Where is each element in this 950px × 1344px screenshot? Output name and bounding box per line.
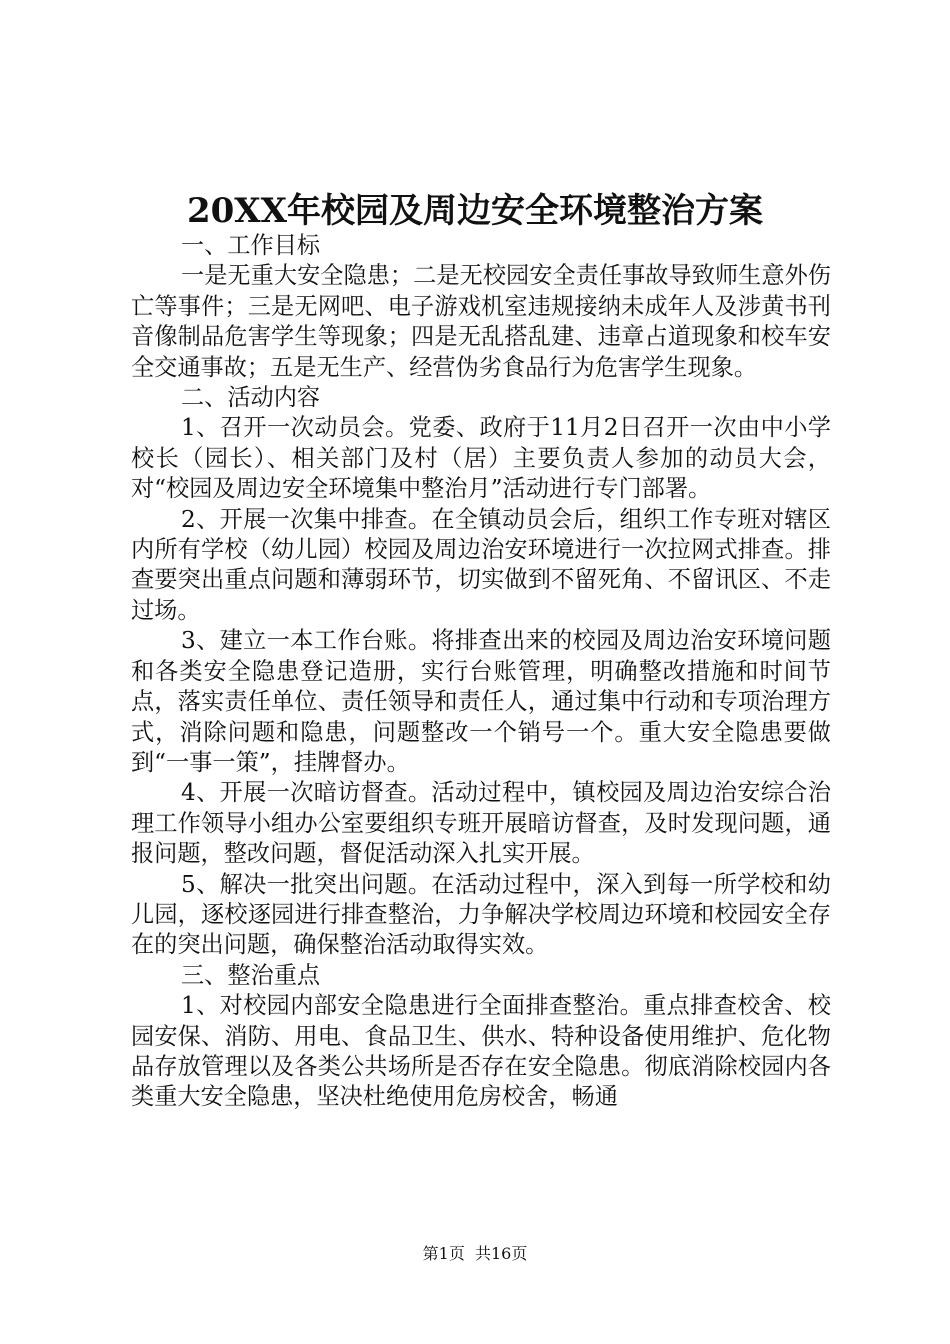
section-heading-activities: 二、活动内容	[181, 384, 321, 412]
document-title: 20XX年校园及周边安全环境整治方案	[186, 191, 764, 231]
page-footer: 第1页 共16页	[422, 1244, 528, 1263]
paragraph-activity-1: 1、召开一次动员会。党委、政府于11月2日召开一次由中小学校长（园长）、相关部门及村（居）主要负责人参加的动员大会，对“校园及周边安全环境集中整治月”活动进行专门部署。	[131, 414, 831, 503]
paragraph-activity-4: 4、开展一次暗访督查。活动过程中，镇校园及周边治安综合治理工作领导小组办公室要组织专班开展暗访督查，及时发现问题，通报问题，整改问题，督促活动深入扎实开展。	[131, 779, 831, 868]
paragraph-focus-1: 1、对校园内部安全隐患进行全面排查整治。重点排查校舍、校园安保、消防、用电、食品卫生、供水、特种设备使用维护、危化物品存放管理以及各类公共场所是否存在安全隐患。彻底消除校园内各类重大安全隐患，坚决杜绝使用危房校舍，畅通	[131, 992, 831, 1111]
paragraph-activity-3: 3、建立一本工作台账。将排查出来的校园及周边治安环境问题和各类安全隐患登记造册，实行台账管理，明确整改措施和时间节点，落实责任单位、责任领导和责任人，通过集中行动和专项治理方式，消除问题和隐患，问题整改一个销号一个。重大安全隐患要做到“一事一策”，挂牌督办。	[131, 627, 831, 776]
paragraph-activity-2: 2、开展一次集中排查。在全镇动员会后，组织工作专班对辖区内所有学校（幼儿园）校园及周边治安环境进行一次拉网式排查。排查要突出重点问题和薄弱环节，切实做到不留死角、不留讯区、不走过场。	[131, 505, 831, 624]
paragraph-goals: 一是无重大安全隐患；二是无校园安全责任事故导致师生意外伤亡等事件；三是无网吧、电子游戏机室违规接纳未成年人及涉黄书刊音像制品危害学生等现象；四是无乱搭乱建、违章占道现象和校车安全交通事故；五是无生产、经营伪劣食品行为危害学生现象。	[131, 262, 831, 381]
document-body	[131, 231, 831, 1113]
section-heading-focus: 三、整治重点	[181, 961, 321, 989]
section-heading-goals: 一、工作目标	[181, 232, 321, 259]
paragraph-activity-5: 5、解决一批突出问题。在活动过程中，深入到每一所学校和幼儿园，逐校逐园进行排查整治，力争解决学校周边环境和校园安全存在的突出问题，确保整治活动取得实效。	[131, 870, 831, 959]
